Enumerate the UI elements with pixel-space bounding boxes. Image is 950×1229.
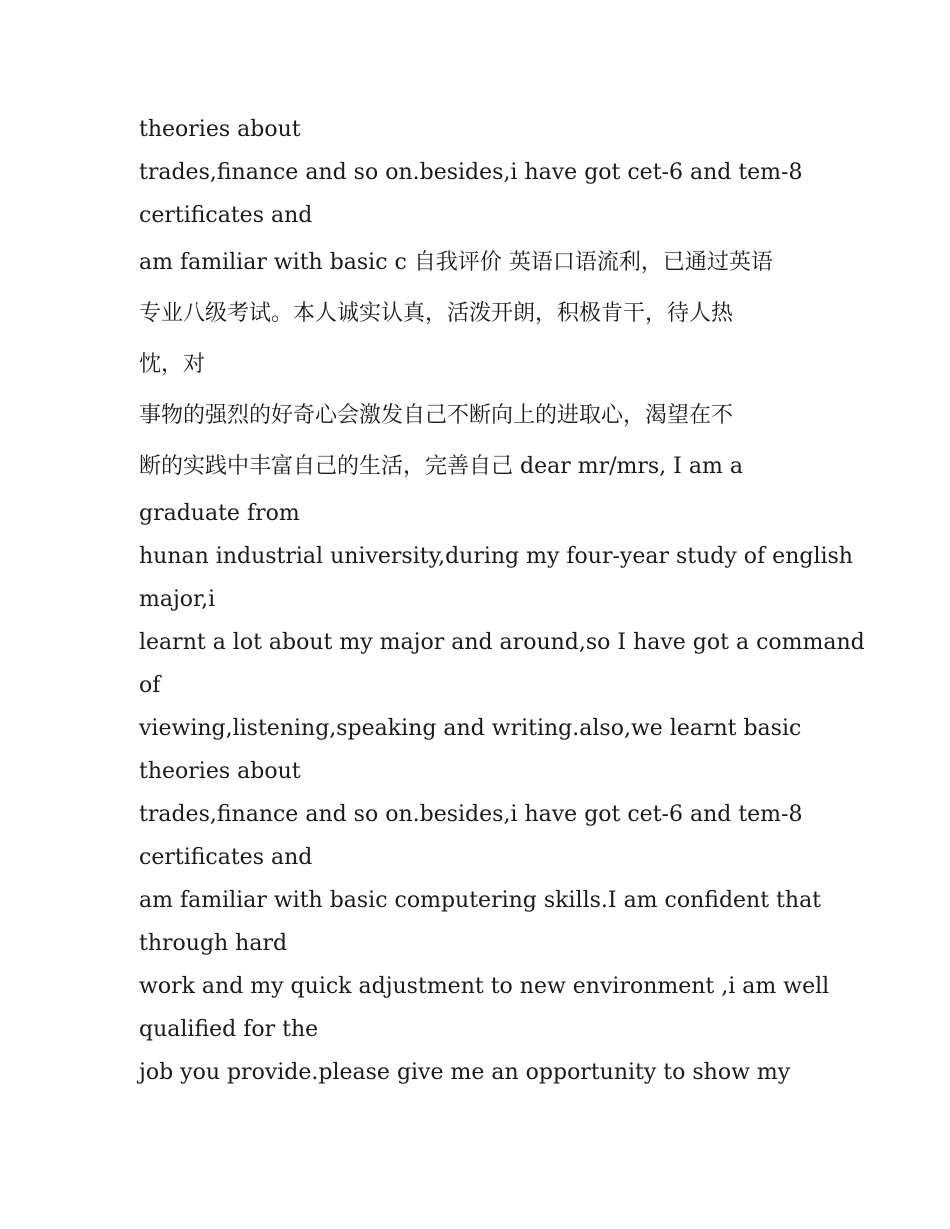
text-line: work and my quick adjustment to new environment ,i am well [139, 974, 830, 999]
text-line: am familiar with basic c 自我评价 英语口语流利，已通过英语 [139, 250, 773, 275]
text-line: theories about [139, 117, 301, 142]
text-line: 专业八级考试。本人诚实认真，活泼开朗，积极肯干，待人热 [139, 301, 734, 326]
text-line: through hard [139, 931, 288, 956]
text-line: trades,finance and so on.besides,i have got cet-6 and tem-8 [139, 802, 803, 827]
text-line: hunan industrial university,during my four-year study of english [139, 544, 853, 569]
text-line: am familiar with basic computering skills.I am confident that [139, 888, 822, 913]
text-line: certificates and [139, 203, 313, 228]
text-line: job you provide.please give me an opportunity to show my [139, 1060, 791, 1085]
text-line: 断的实践中丰富自己的生活，完善自己 dear mr/mrs, I am a [139, 454, 743, 479]
text-line: major,i [139, 587, 216, 612]
text-line: viewing,listening,speaking and writing.also,we learnt basic [139, 716, 802, 741]
text-line: trades,finance and so on.besides,i have got cet-6 and tem-8 [139, 160, 803, 185]
text-line: theories about [139, 759, 301, 784]
body-text [139, 108, 865, 1094]
text-line: learnt a lot about my major and around,so I have got a command [139, 630, 865, 655]
text-line: graduate from [139, 501, 300, 526]
text-line: certificates and [139, 845, 313, 870]
text-line: 事物的强烈的好奇心会激发自己不断向上的进取心，渴望在不 [139, 403, 734, 428]
text-line: of [139, 673, 161, 698]
text-line: qualified for the [139, 1017, 319, 1042]
text-line: 忱，对 [139, 352, 206, 377]
